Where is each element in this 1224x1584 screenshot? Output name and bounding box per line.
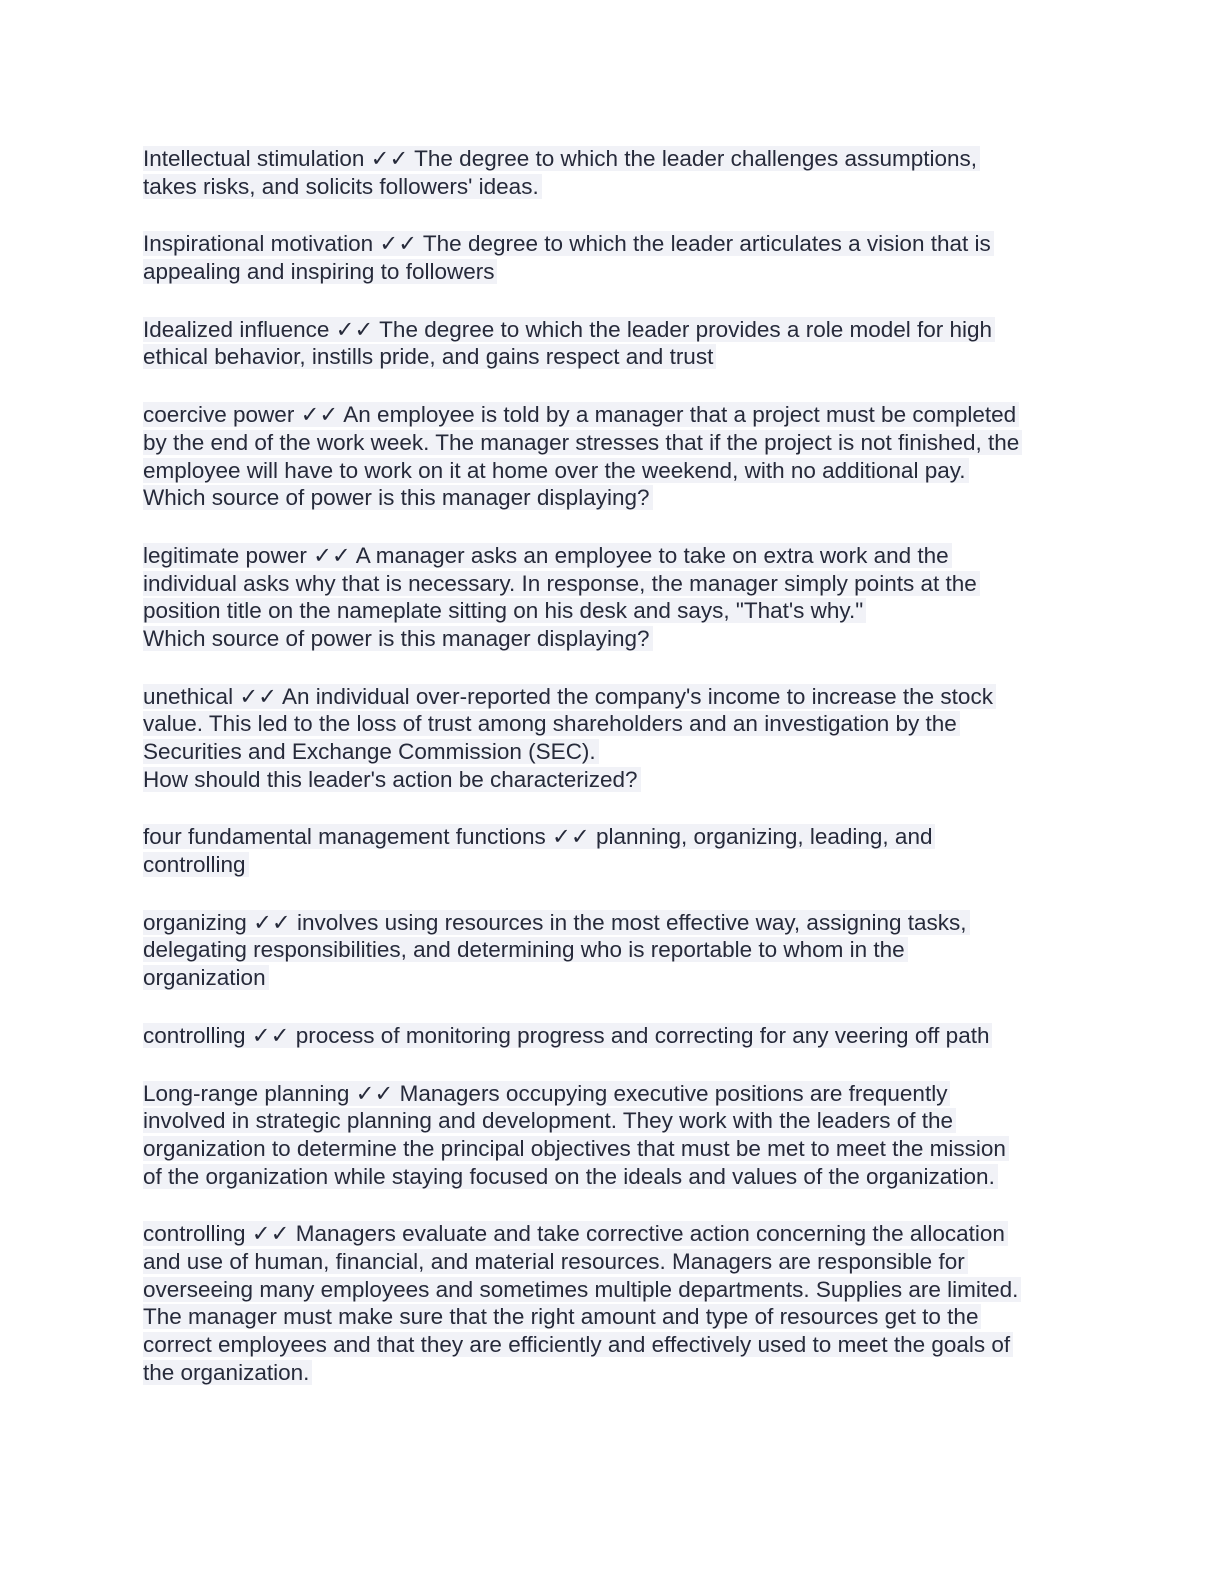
entry-line: the organization. xyxy=(143,1360,312,1385)
entry-controlling xyxy=(143,1022,1083,1050)
entry-line: Which source of power is this manager displaying? xyxy=(143,626,653,651)
entry-line: controlling ✓✓ Managers evaluate and take corrective action concerning the allocation xyxy=(143,1221,1008,1246)
document-page xyxy=(143,145,1083,1416)
entry-four-fundamental-management-functions xyxy=(143,823,1083,878)
entry-line: coercive power ✓✓ An employee is told by a manager that a project must be completed xyxy=(143,402,1019,427)
entry-line: organizing ✓✓ involves using resources in the most effective way, assigning tasks, xyxy=(143,910,970,935)
entry-line: appealing and inspiring to followers xyxy=(143,259,497,284)
entry-line: Which source of power is this manager displaying? xyxy=(143,485,653,510)
entry-line: controlling ✓✓ process of monitoring progress and correcting for any veering off path xyxy=(143,1023,992,1048)
entry-line: The manager must make sure that the right amount and type of resources get to the xyxy=(143,1304,981,1329)
entry-unethical xyxy=(143,683,1083,794)
entry-line: delegating responsibilities, and determining who is reportable to whom in the xyxy=(143,937,908,962)
entry-organizing xyxy=(143,909,1083,992)
entry-line: Inspirational motivation ✓✓ The degree to which the leader articulates a vision that is xyxy=(143,231,994,256)
entry-line: correct employees and that they are efficiently and effectively used to meet the goals of xyxy=(143,1332,1013,1357)
entry-line: Idealized influence ✓✓ The degree to which the leader provides a role model for high xyxy=(143,317,995,342)
entry-line: organization to determine the principal objectives that must be met to meet the mission xyxy=(143,1136,1009,1161)
entry-controlling-resources xyxy=(143,1220,1083,1386)
entry-line: organization xyxy=(143,965,269,990)
entry-idealized-influence xyxy=(143,316,1083,371)
entry-intellectual-stimulation xyxy=(143,145,1083,200)
entry-line: by the end of the work week. The manager stresses that if the project is not finished, the xyxy=(143,430,1022,455)
entry-line: overseeing many employees and sometimes multiple departments. Supplies are limited. xyxy=(143,1277,1021,1302)
entry-line: legitimate power ✓✓ A manager asks an employee to take on extra work and the xyxy=(143,543,952,568)
entry-line: Long-range planning ✓✓ Managers occupying executive positions are frequently xyxy=(143,1081,950,1106)
entry-line: value. This led to the loss of trust among shareholders and an investigation by the xyxy=(143,711,960,736)
entry-line: individual asks why that is necessary. In response, the manager simply points at the xyxy=(143,571,980,596)
entry-legitimate-power xyxy=(143,542,1083,653)
entry-line: employee will have to work on it at home over the weekend, with no additional pay. xyxy=(143,458,969,483)
entry-line: controlling xyxy=(143,852,249,877)
entry-line: position title on the nameplate sitting on his desk and says, "That's why." xyxy=(143,598,866,623)
entry-line: takes risks, and solicits followers' ideas. xyxy=(143,174,542,199)
entry-long-range-planning xyxy=(143,1080,1083,1191)
entry-inspirational-motivation xyxy=(143,230,1083,285)
entry-line: of the organization while staying focused on the ideals and values of the organization. xyxy=(143,1164,998,1189)
entry-line: Securities and Exchange Commission (SEC). xyxy=(143,739,599,764)
entry-line: involved in strategic planning and development. They work with the leaders of the xyxy=(143,1108,956,1133)
entry-line: Intellectual stimulation ✓✓ The degree to which the leader challenges assumptions, xyxy=(143,146,980,171)
entry-line: ethical behavior, instills pride, and gains respect and trust xyxy=(143,344,716,369)
entry-line: and use of human, financial, and material resources. Managers are responsible for xyxy=(143,1249,968,1274)
entry-line: unethical ✓✓ An individual over-reported the company's income to increase the stock xyxy=(143,684,996,709)
entry-coercive-power xyxy=(143,401,1083,512)
entry-line: How should this leader's action be characterized? xyxy=(143,767,641,792)
entry-line: four fundamental management functions ✓✓ planning, organizing, leading, and xyxy=(143,824,935,849)
